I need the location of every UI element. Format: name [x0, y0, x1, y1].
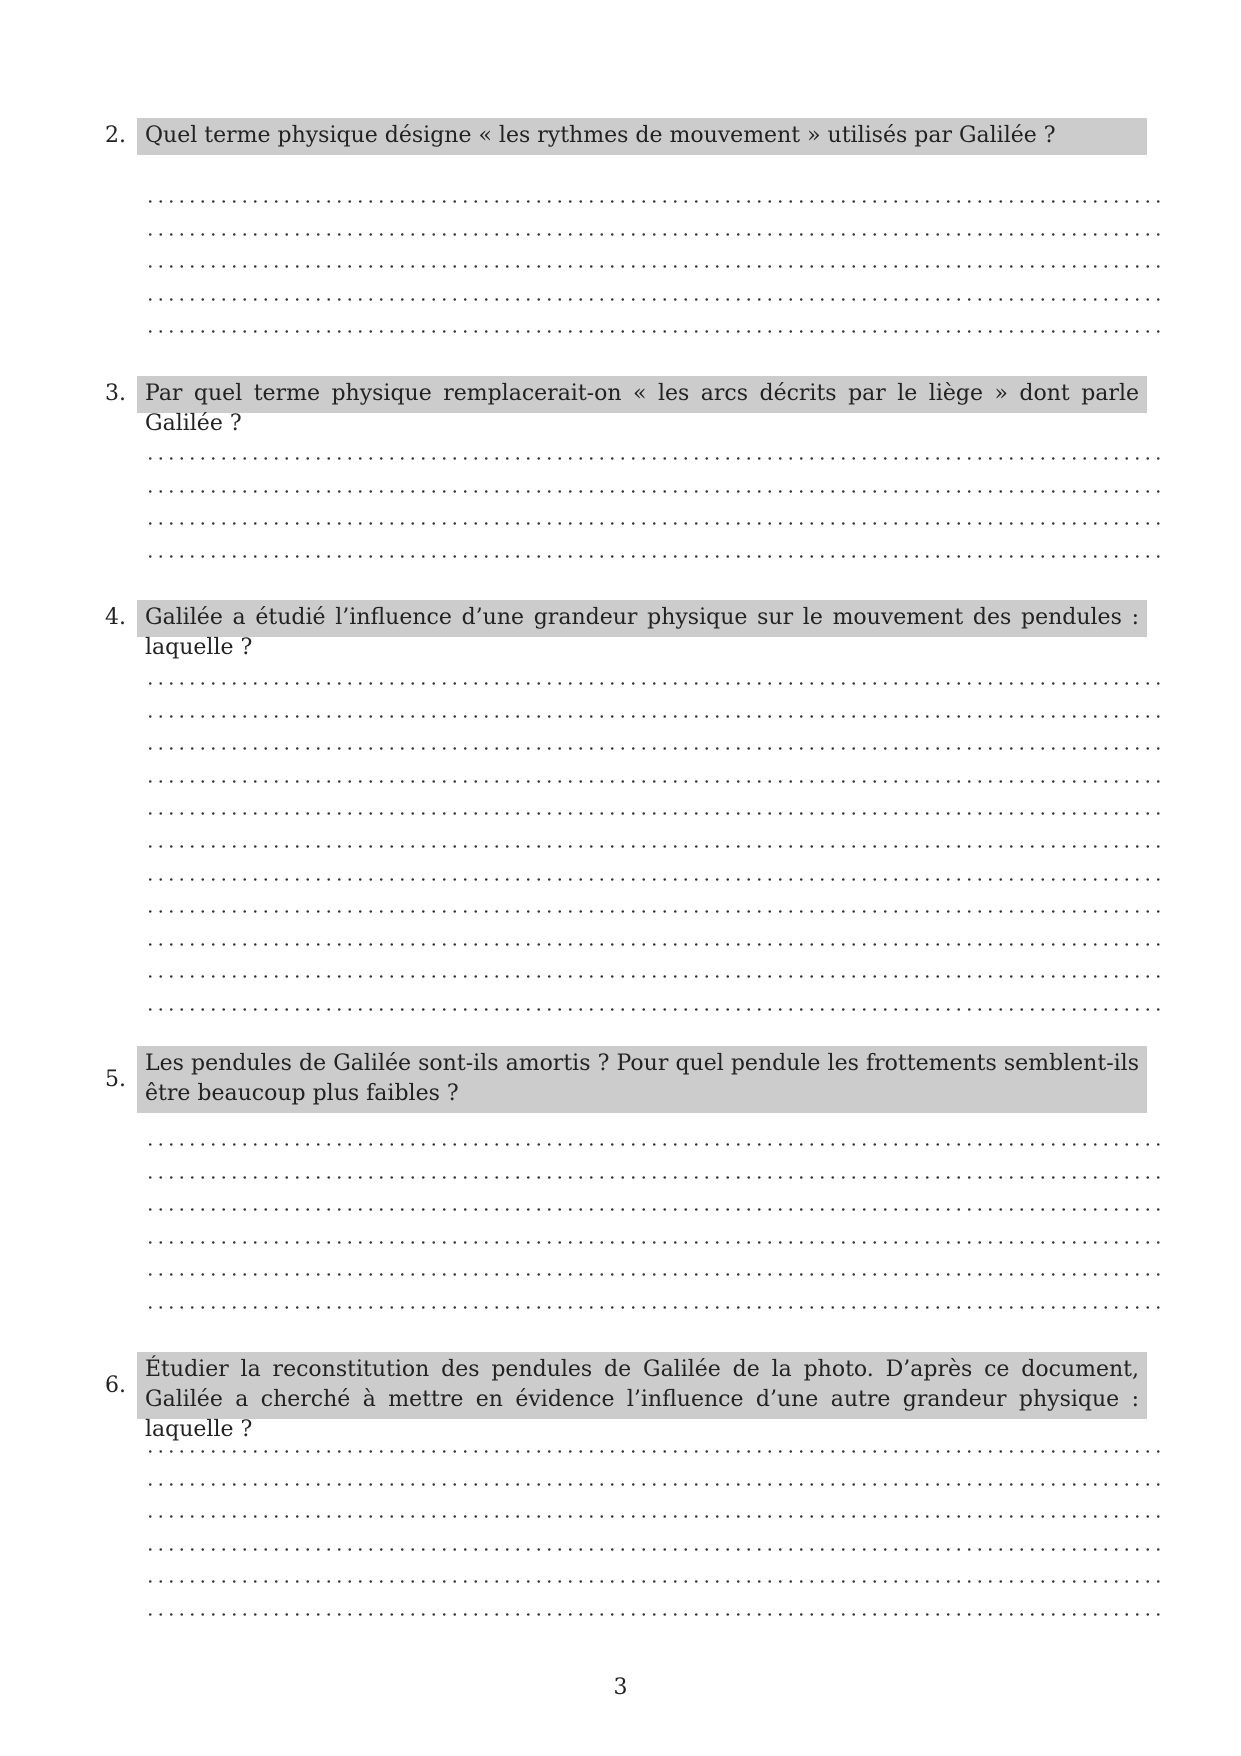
answer-dotted-line — [145, 1450, 1165, 1453]
answer-dotted-line — [145, 878, 1165, 881]
answer-dotted-line — [145, 780, 1165, 783]
question-number: 3. — [105, 381, 126, 406]
question-number: 2. — [105, 123, 126, 148]
answer-dotted-line — [145, 1008, 1165, 1011]
answer-dotted-line — [145, 943, 1165, 946]
answer-dotted-line — [145, 457, 1165, 460]
answer-area-3[interactable] — [145, 457, 1165, 587]
answer-dotted-line — [145, 1176, 1165, 1179]
answer-dotted-line — [145, 490, 1165, 493]
answer-area-4[interactable] — [145, 682, 1165, 1041]
question-text: Galilée a étudié l’influence d’une grandeur physique sur le mouvement des pendules : laquelle ? — [137, 600, 1147, 637]
answer-dotted-line — [145, 1273, 1165, 1276]
answer-dotted-line — [145, 1208, 1165, 1211]
answer-dotted-line — [145, 1306, 1165, 1309]
answer-dotted-line — [145, 715, 1165, 718]
answer-area-2[interactable] — [145, 200, 1165, 363]
question-text: Par quel terme physique remplacerait-on « les arcs décrits par le liège » dont parle Galilée ? — [137, 376, 1147, 413]
answer-area-6[interactable] — [145, 1450, 1165, 1646]
question-text: Étudier la reconstitution des pendules de Galilée de la photo. D’après ce document, Galilée a cherché à mettre en évidence l’influence d’une autre grandeur physique : laquelle ? — [137, 1352, 1147, 1419]
answer-dotted-line — [145, 522, 1165, 525]
answer-dotted-line — [145, 555, 1165, 558]
answer-dotted-line — [145, 200, 1165, 203]
answer-dotted-line — [145, 910, 1165, 913]
answer-dotted-line — [145, 1143, 1165, 1146]
answer-dotted-line — [145, 1515, 1165, 1518]
question-number: 5. — [105, 1067, 126, 1092]
answer-dotted-line — [145, 330, 1165, 333]
answer-dotted-line — [145, 845, 1165, 848]
question-text: Les pendules de Galilée sont-ils amortis ? Pour quel pendule les frottements semblent-ils être beaucoup plus faibles ? — [137, 1046, 1147, 1113]
answer-dotted-line — [145, 812, 1165, 815]
answer-area-5[interactable] — [145, 1143, 1165, 1339]
answer-dotted-line — [145, 1483, 1165, 1486]
answer-dotted-line — [145, 233, 1165, 236]
answer-dotted-line — [145, 682, 1165, 685]
question-text: Quel terme physique désigne « les rythmes de mouvement » utilisés par Galilée ? — [137, 118, 1147, 155]
answer-dotted-line — [145, 265, 1165, 268]
answer-dotted-line — [145, 298, 1165, 301]
page-number: 3 — [613, 1675, 628, 1700]
answer-dotted-line — [145, 1548, 1165, 1551]
answer-dotted-line — [145, 747, 1165, 750]
answer-dotted-line — [145, 1613, 1165, 1616]
answer-dotted-line — [145, 975, 1165, 978]
question-number: 6. — [105, 1373, 126, 1398]
answer-dotted-line — [145, 1580, 1165, 1583]
question-number: 4. — [105, 605, 126, 630]
answer-dotted-line — [145, 1241, 1165, 1244]
